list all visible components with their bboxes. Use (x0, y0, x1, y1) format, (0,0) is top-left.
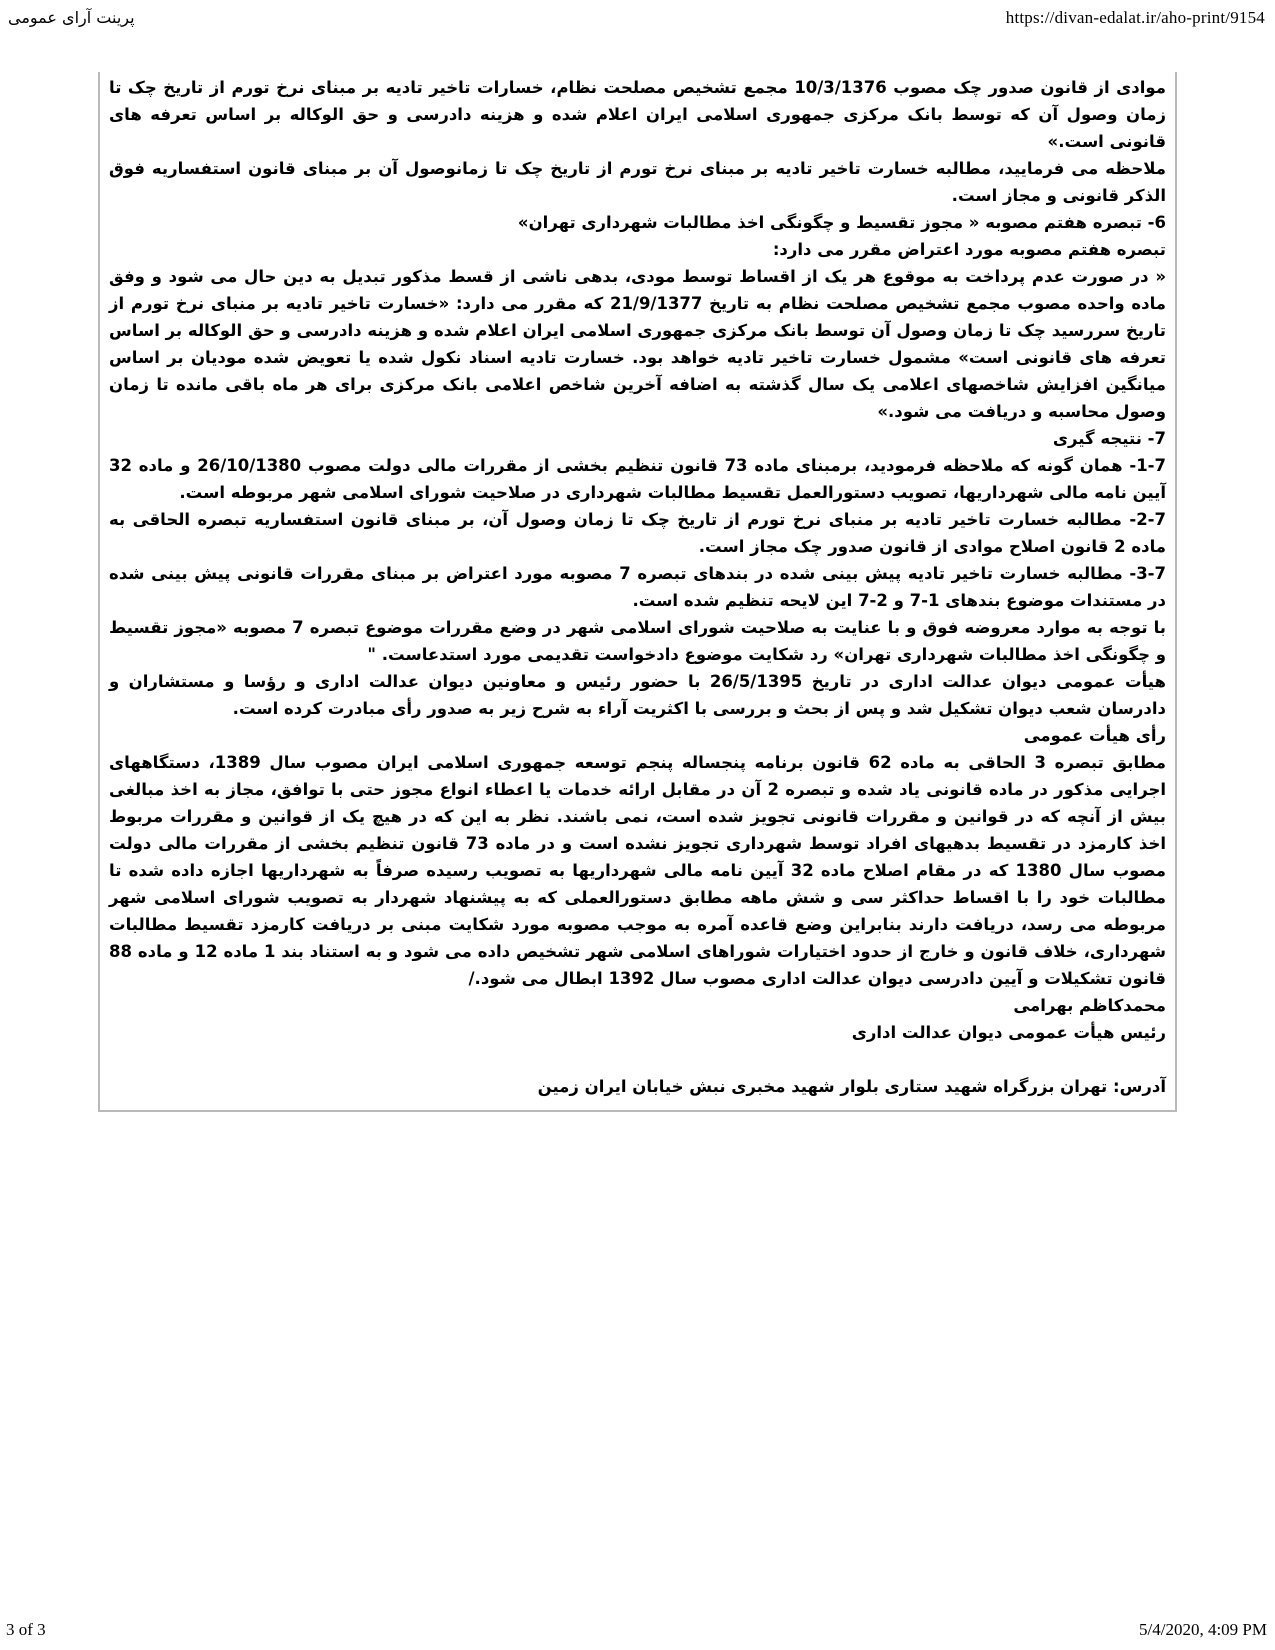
paragraph: محمدکاظم بهرامی (1013, 996, 1166, 1015)
ruling-document-box (98, 72, 1177, 1112)
print-footer (6, 1620, 1267, 1640)
paragraph: 2-7- مطالبه خسارت تاخیر تادیه بر منبای نرخ تورم از تاریخ چک تا زمان وصول آن، بر مبنای قانون استفساریه تبصره الحاقی به ماده 2 قانون اصلاح موادی از قانون صدور چک مجاز است. (109, 510, 1166, 556)
paragraph: ملاحظه می فرمایید، مطالبه خسارت تاخیر تادیه بر مبنای نرخ تورم از تاریخ چک تا زمانوصول آن بر مبنای قانون استفساریه فوق الذکر قانونی و مجاز است. (109, 159, 1166, 205)
paragraph: هیأت عمومی دیوان عدالت اداری در تاریخ 26/5/1395 با حضور رئیس و معاونین دیوان عدالت اداری و رؤسا و مستشاران و دادرسان شعب دیوان تشکیل شد و پس از بحث و بررسی با اکثریت آراء به شرح زیر به صدور رأی مبادرت کرده است. (109, 672, 1166, 718)
print-header (8, 8, 1265, 28)
paragraph: 3-7- مطالبه خسارت تاخیر تادیه پیش بینی شده در بندهای تبصره 7 مصوبه مورد اعتراض بر مبنای مقررات قانونی پیش بینی شده در مستندات موضوع بندهای 1-7 و 2-7 این لایحه تنظیم شده است. (109, 564, 1167, 610)
paragraph: « در صورت عدم پرداخت به موقوع هر یک از اقساط توسط مودی، بدهی ناشی از قسط مذکور تبدیل به دین حال می شود و وفق ماده واحده مصوب مجمع تشخیص مصلحت نظام به تاریخ 21/9/1377 که مقرر می دارد: «خسارت تاخیر تادیه بر منبای نرخ تورم از تاریخ سررسید چک تا زمان وصول آن توسط بانک مرکزی جمهوری اسلامی ایران اعلام شده و هزینه دادرسی و حق الوکاله بر اساس تعرفه های قانونی است» مشمول خسارت تاخیر تادیه خواهد بود. خسارت تادیه اسناد نکول شده یا تعویض شده مودیان بر اساس میانگین افزایش شاخصهای اعلامی یک سال گذشته به اضافه آخرین شاخص اعلامی بانک مرکزی برای هر ماه باقی مانده تا زمان وصول محاسبه و دریافت می شود.» (109, 267, 1166, 421)
paragraph: 6- تبصره هفتم مصوبه « مجوز تقسیط و چگونگی اخذ مطالبات شهرداری تهران» (517, 213, 1166, 232)
paragraph: آدرس: تهران بزرگراه شهید ستاری بلوار شهید مخبری نبش خیابان ایران زمین (537, 1077, 1166, 1096)
print-timestamp: 5/4/2020, 4:09 PM (1139, 1620, 1267, 1639)
paragraph: با توجه به موارد معروضه فوق و با عنایت به صلاحیت شورای اسلامی شهر در وضع مقررات موضوع تبصره 7 مصوبه «مجوز تقسیط و چگونگی اخذ مطالبات شهرداری تهران» رد شکایت موضوع دادخواست تقدیمی مورد استدعاست. " (109, 618, 1166, 664)
paragraph: 1-7- همان گونه که ملاحظه فرمودید، برمبنای ماده 73 قانون تنظیم بخشی از مقررات مالی دولت مصوب 26/10/1380 و ماده 32 آیین نامه مالی شهرداریها، تصویب دستورالعمل تقسیط مطالبات شهرداری در صلاحیت شورای اسلامی شهر مربوطه است. (109, 456, 1167, 502)
paragraph: رأی هیأت عمومی (1023, 726, 1166, 745)
paragraph: تبصره هفتم مصوبه مورد اعتراض مقرر می دارد: (772, 240, 1166, 259)
paragraph: موادی از قانون صدور چک مصوب 10/3/1376 مجمع تشخیص مصلحت نظام، خسارات تاخیر تادیه بر مبنای نرخ تورم از تاریخ چک تا زمان وصول آن که توسط بانک مرکزی جمهوری اسلامی ایران اعلام شده و هزینه دادرسی و حق الوکاله بر اساس تعرفه های قانونی است.» (109, 78, 1166, 151)
print-header-url: https://divan-edalat.ir/aho-print/9154 (1005, 8, 1265, 27)
paragraph: رئیس هیأت عمومی دیوان عدالت اداری (851, 1023, 1166, 1042)
paragraph: 7- نتیجه گیری (1052, 429, 1166, 448)
page-number: 3 of 3 (6, 1620, 46, 1639)
paragraph (109, 1046, 1166, 1073)
paragraph: مطابق تبصره 3 الحاقی به ماده 62 قانون برنامه پنجساله پنجم توسعه جمهوری اسلامی ایران مصوب سال 1389، دستگاههای اجرایی مذکور در ماده قانونی یاد شده و تبصره 2 آن در مقابل ارائه خدمات یا اعطاء انواع مجوز حتی با توافق، مجاز به اخذ مبالغی بیش از آنچه که در قوانین و مقررات قانونی تجویز شده است، نمی باشند. نظر به این که در هیچ یک از قوانین و مقررات مربوط اخذ کارمزد در تقسیط بدهیهای افراد توسط شهرداری تجویز نشده است و در ماده 73 قانون تنظیم بخشی از مقررات مالی دولت مصوب سال 1380 که در مقام اصلاح ماده 32 آیین نامه مالی شهرداریها به تصویب رسیده صرفاً به شهرداریها اجازه داده شده تا مطالبات خود را با اقساط حداکثر سی و شش ماهه مطابق دستورالعملی که به پیشنهاد شهردار به تصویب شورای اسلامی شهر مربوطه می رسد، دریافت دارند بنابراین وضع قاعده آمره به موجب مصوبه مورد شکایت مبنی بر دریافت کارمزد تقسیط مطالبات شهرداری، خلاف قانون و خارج از حدود اختیارات شوراهای اسلامی شهر تشخیص داده می شود و به استناد بند 1 ماده 12 و ماده 88 قانون تشکیلات و آیین دادرسی دیوان عدالت اداری مصوب سال 1392 ابطال می شود./ (109, 753, 1167, 988)
print-header-title: پرینت آرای عمومی (8, 8, 135, 27)
